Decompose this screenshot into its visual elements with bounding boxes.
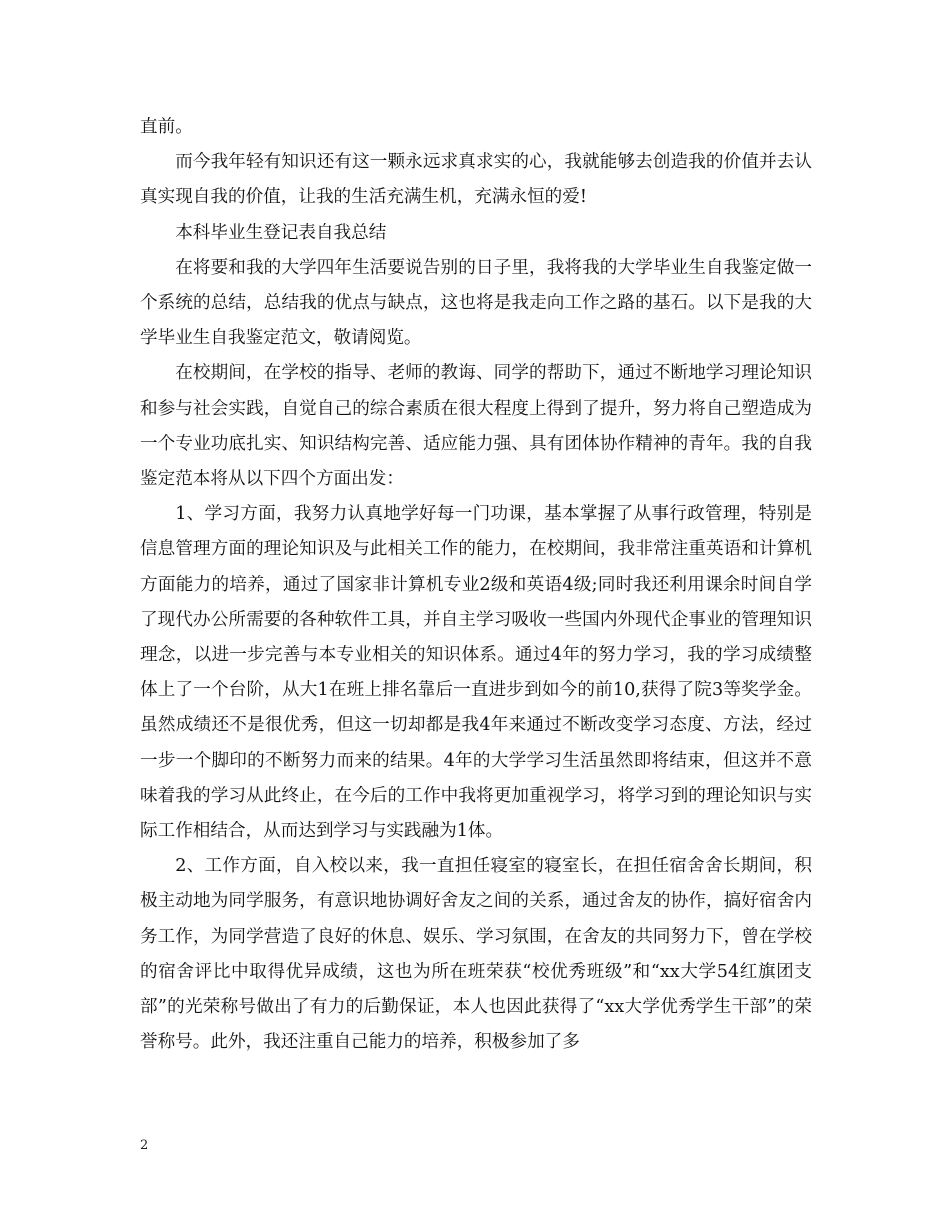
paragraph-3: 在将要和我的大学四年生活要说告别的日子里，我将我的大学毕业生自我鉴定做一个系统的总结，总结我的优点与缺点，这也将是我走向工作之路的基石。以下是我的大学毕业生自我鉴定范文，敬请阅览。 xyxy=(140,257,812,349)
paragraph-1: 直前。 xyxy=(140,117,193,137)
paragraph-4: 在校期间，在学校的指导、老师的教诲、同学的帮助下，通过不断地学习理论知识和参与社会实践，自觉自己的综合素质在很大程度上得到了提升，努力将自己塑造成为一个专业功底扎实、知识结构完善、适应能力强、具有团体协作精神的青年。我的自我鉴定范本将从以下四个方面出发： xyxy=(140,363,812,490)
paragraph-work: 2、工作方面，自入校以来，我一直担任寝室的寝室长，在担任宿舍舍长期间，积极主动地为同学服务，有意识地协调好舍友之间的关系，通过舍友的协作，搞好宿舍内务工作，为同学营造了良好的休息、娱乐、学习氛围，在舍友的共同努力下，曾在学校的宿舍评比中取得优异成绩，这也为所在班荣获“校优秀班级”和“xx大学54红旗团支部”的光荣称号做出了有力的后勤保证，本人也因此获得了“xx大学优秀学生干部”的荣誉称号。此外，我还注重自己能力的培养，积极参加了多 xyxy=(140,856,812,1053)
page-number: 2 xyxy=(140,1138,149,1153)
paragraph-study: 1、学习方面，我努力认真地学好每一门功课，基本掌握了从事行政管理，特别是信息管理方面的理论知识及与此相关工作的能力，在校期间，我非常注重英语和计算机方面能力的培养，通过了国家非计算机专业2级和英语4级;同时我还利用课余时间自学了现代办公所需要的各种软件工具，并自主学习吸收一些国内外现代企事业的管理知识理念，以进一步完善与本专业相关的知识体系。通过4年的努力学习，我的学习成绩整体上了一个台阶，从大1在班上排名靠后一直进步到如今的前10,获得了院3等奖学金。虽然成绩还不是很优秀，但这一切却都是我4年来通过不断改变学习态度、方法，经过一步一个脚印的不断努力而来的结果。4年的大学学习生活虽然即将结束，但这并不意味着我的学习从此终止，在今后的工作中我将更加重视学习，将学习到的理论知识与实际工作相结合，从而达到学习与实践融为1体。 xyxy=(140,504,812,842)
paragraph-2: 而今我年轻有知识还有这一颗永远求真求实的心，我就能够去创造我的价值并去认真实现自我的价值，让我的生活充满生机，充满永恒的爱! xyxy=(140,152,812,208)
document-body xyxy=(140,110,812,1060)
section-heading: 本科毕业生登记表自我总结 xyxy=(175,222,387,243)
